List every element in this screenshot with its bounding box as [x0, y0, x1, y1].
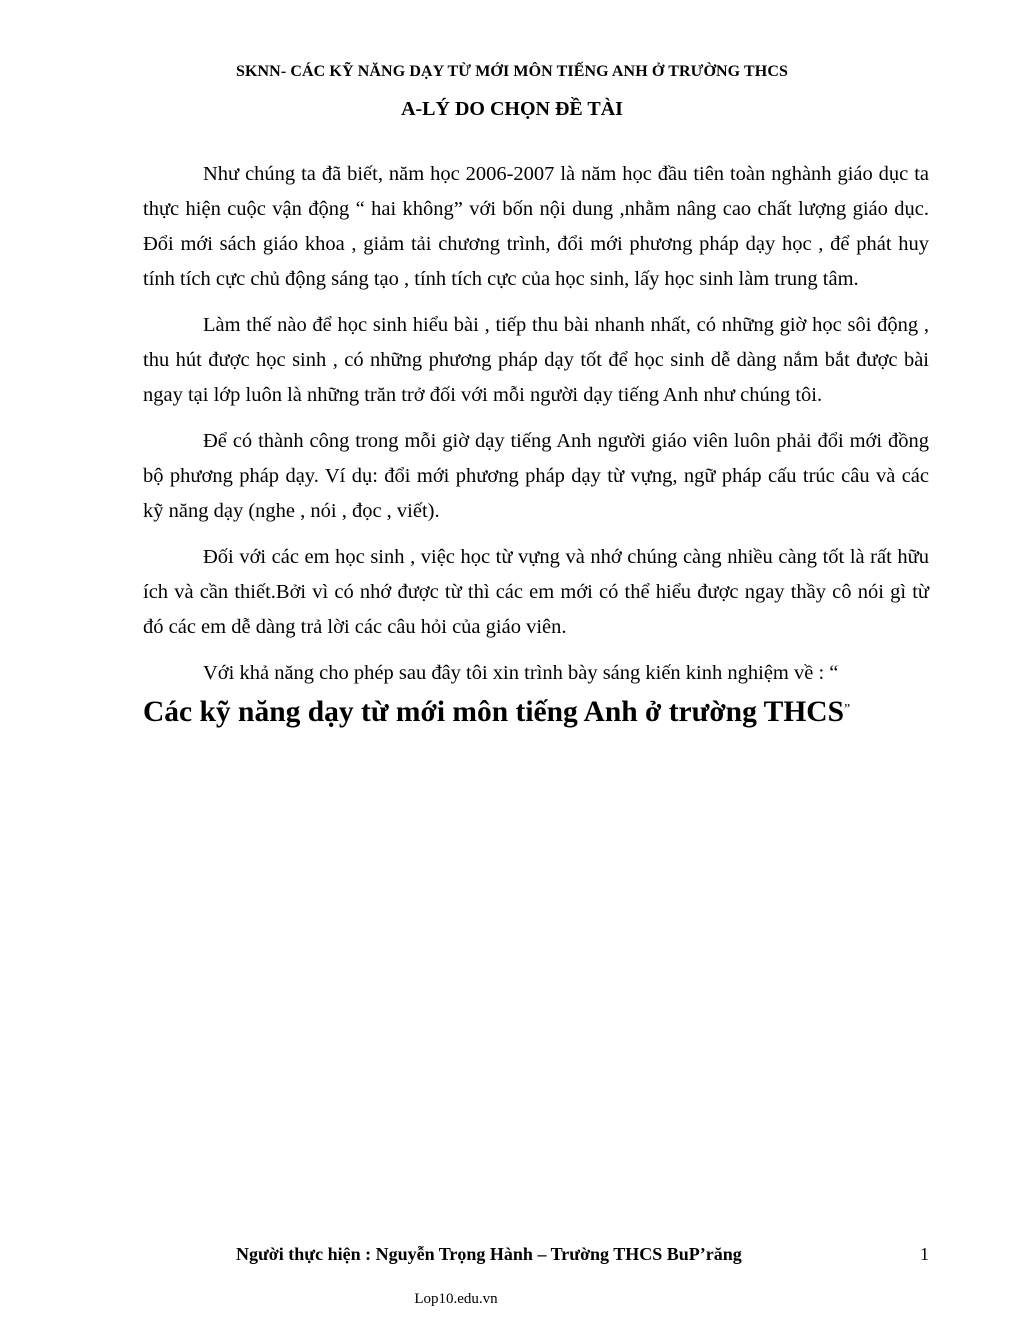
- page-number: 1: [920, 1244, 929, 1264]
- paragraph-2: Làm thế nào để học sinh hiểu bài , tiếp thu bài nhanh nhất, có những giờ học sôi động , thu hút được học sinh , có những phương pháp dạy tốt để học sinh dễ dàng nắm bắt được bài ngay tại lớp luôn là những trăn trở đối với mỗi người dạy tiếng Anh như chúng tôi.: [143, 314, 929, 406]
- topic-close-quote: ”: [844, 702, 851, 717]
- body-text: [143, 157, 929, 731]
- source-watermark: Lop10.edu.vn: [414, 1291, 498, 1307]
- running-header: SKNN- CÁC KỸ NĂNG DẠY TỪ MỚI MÔN TIẾNG ANH Ở TRƯỜNG THCS: [235, 63, 788, 80]
- paragraph-4: Đối với các em học sinh , việc học từ vựng và nhớ chúng càng nhiều càng tốt là rất hữu ích và cần thiết.Bởi vì có nhớ được từ thì các em mới có thể hiểu được ngay thầy cô nói gì từ đó các em dễ dàng trả lời các câu hỏi của giáo viên.: [143, 546, 929, 638]
- footer-author: Người thực hiện : Nguyễn Trọng Hành – Trường THCS BuP’răng: [236, 1244, 742, 1264]
- paragraph-1: Như chúng ta đã biết, năm học 2006-2007 là năm học đầu tiên toàn nghành giáo dục ta thực hiện cuộc vận động “ hai không” với bốn nội dung ,nhằm nâng cao chất lượng giáo dục. Đổi mới sách giáo khoa , giảm tải chương trình, đổi mới phương pháp dạy học , để phát huy tính tích cực chủ động sáng tạo , tính tích cực của học sinh, lấy học sinh làm trung tâm.: [143, 163, 929, 290]
- paragraph-5: Với khả năng cho phép sau đây tôi xin trình bày sáng kiến kinh nghiệm về : “: [203, 662, 839, 684]
- topic-title-line: [143, 691, 929, 731]
- section-title: A-LÝ DO CHỌN ĐỀ TÀI: [401, 98, 623, 120]
- topic-title: Các kỹ năng dạy từ mới môn tiếng Anh ở trường THCS: [143, 696, 845, 728]
- paragraph-3: Để có thành công trong mỗi giờ dạy tiếng Anh người giáo viên luôn phải đổi mới đồng bộ phương pháp dạy. Ví dụ: đổi mới phương pháp dạy từ vựng, ngữ pháp cấu trúc câu và các kỹ năng dạy (nghe , nói , đọc , viết).: [143, 430, 929, 522]
